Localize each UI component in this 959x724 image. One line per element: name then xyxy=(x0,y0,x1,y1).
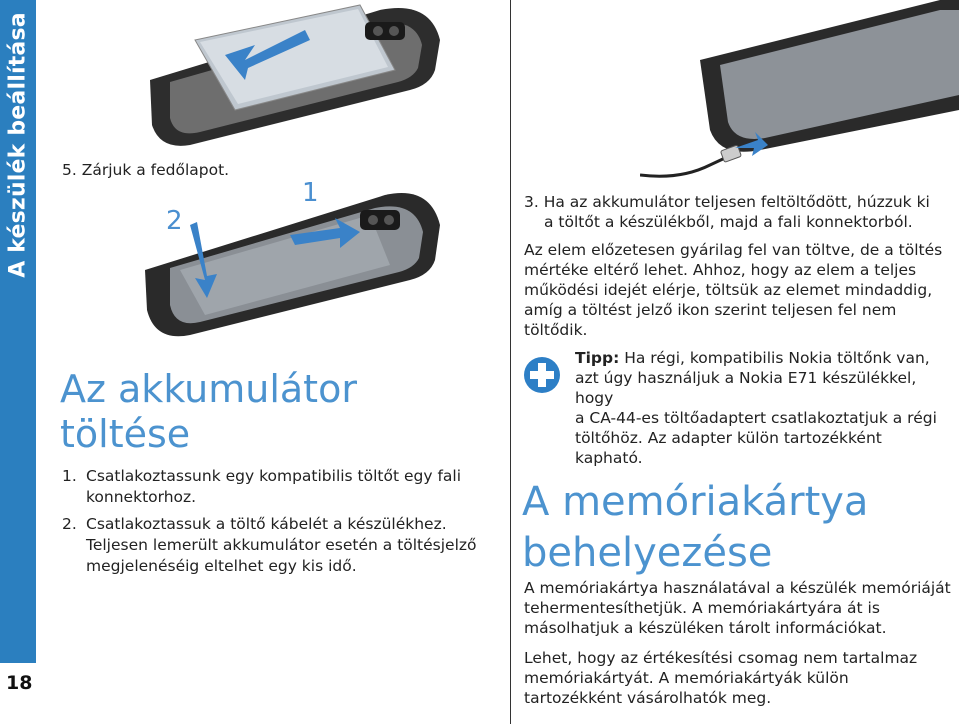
marker-1: 1 xyxy=(302,178,319,208)
side-tab-label: A készülék beállítása xyxy=(5,12,31,278)
para2-line1: A memóriakártya használatával a készülék memóriáját xyxy=(524,579,951,597)
step-2-line3: megjelenéséig eltelhet egy kis idő. xyxy=(86,557,357,575)
heading-memory-card-line1: A memóriakártya xyxy=(522,479,869,525)
para1-line3: működési idejét elérje, töltsük az elemet mindaddig, xyxy=(524,281,933,299)
step-2-line2: Teljesen lemerült akkumulátor esetén a töltésjelző xyxy=(86,536,477,554)
step-2-line1: Csatlakoztassuk a töltő kábelét a készülékhez. xyxy=(86,515,447,533)
step-1-line2: konnektorhoz. xyxy=(86,488,197,506)
para2-line2: tehermentesíthetjük. A memóriakártyára át is xyxy=(524,599,880,617)
tip-label: Tipp: xyxy=(575,349,620,367)
sales-package-paragraph xyxy=(524,648,917,708)
para1-line1: Az elem előzetesen gyárilag fel van töltve, de a töltés xyxy=(524,241,943,259)
heading-charging-line1: Az akkumulátor xyxy=(60,367,357,411)
para1-line5: töltődik. xyxy=(524,321,588,339)
tip-line5: kapható. xyxy=(575,449,643,467)
tip-line3: a CA-44-es töltőadaptert csatlakoztatjuk a régi xyxy=(575,409,937,427)
tip-line4: töltőhöz. Az adapter külön tartozékként xyxy=(575,429,882,447)
step-1 xyxy=(62,466,477,508)
heading-charging-line2: töltése xyxy=(60,412,191,456)
precharge-paragraph xyxy=(524,240,942,340)
memory-card-paragraph xyxy=(524,578,951,638)
step-3-line2: a töltőt a készülékből, majd a fali konnektorból. xyxy=(544,213,913,231)
phone-cover-illustration xyxy=(135,180,450,340)
para3-line3: tartozékként vásárolhatók meg. xyxy=(524,689,772,707)
tip-line1 xyxy=(575,348,959,368)
heading-memory-card-line2: behelyezése xyxy=(522,530,773,576)
step-1-num: 1. xyxy=(62,467,77,485)
page-number: 18 xyxy=(6,672,33,694)
step-3 xyxy=(524,192,930,232)
step-2 xyxy=(62,514,477,577)
marker-2: 2 xyxy=(166,206,183,236)
side-tab xyxy=(0,0,36,663)
para3-line2: memóriakártyát. A memóriakártyák külön xyxy=(524,669,849,687)
step-5: 5. Zárjuk a fedőlapot. xyxy=(62,161,230,179)
column-divider xyxy=(510,0,511,724)
tip-line2: azt úgy használjuk a Nokia E71 készülékkel, hogy xyxy=(575,369,917,407)
step-2-text xyxy=(86,514,477,577)
phone-battery-illustration xyxy=(130,0,450,150)
heading-charging xyxy=(60,367,357,457)
step-1-text xyxy=(86,466,461,508)
para2-line3: másolhatjuk a készüléken tárolt információkat. xyxy=(524,619,887,637)
step-1-line1: Csatlakoztassunk egy kompatibilis töltőt egy fali xyxy=(86,467,462,485)
heading-memory-card xyxy=(522,477,868,579)
charging-steps xyxy=(62,466,477,577)
phone-charger-illustration xyxy=(640,0,959,185)
plus-tip-icon xyxy=(522,355,562,395)
step-2-num: 2. xyxy=(62,515,77,533)
tip-paragraph xyxy=(575,348,959,468)
step-3-line1: 3. Ha az akkumulátor teljesen feltöltődött, húzzuk ki xyxy=(524,193,930,211)
para3-line1: Lehet, hogy az értékesítési csomag nem tartalmaz xyxy=(524,649,918,667)
tip-line1-text: Ha régi, kompatibilis Nokia töltőnk van, xyxy=(619,349,930,367)
para1-line4: amíg a töltést jelző ikon szerint teljesen fel nem xyxy=(524,301,897,319)
para1-line2: mértéke eltérő lehet. Ahhoz, hogy az elem a teljes xyxy=(524,261,917,279)
